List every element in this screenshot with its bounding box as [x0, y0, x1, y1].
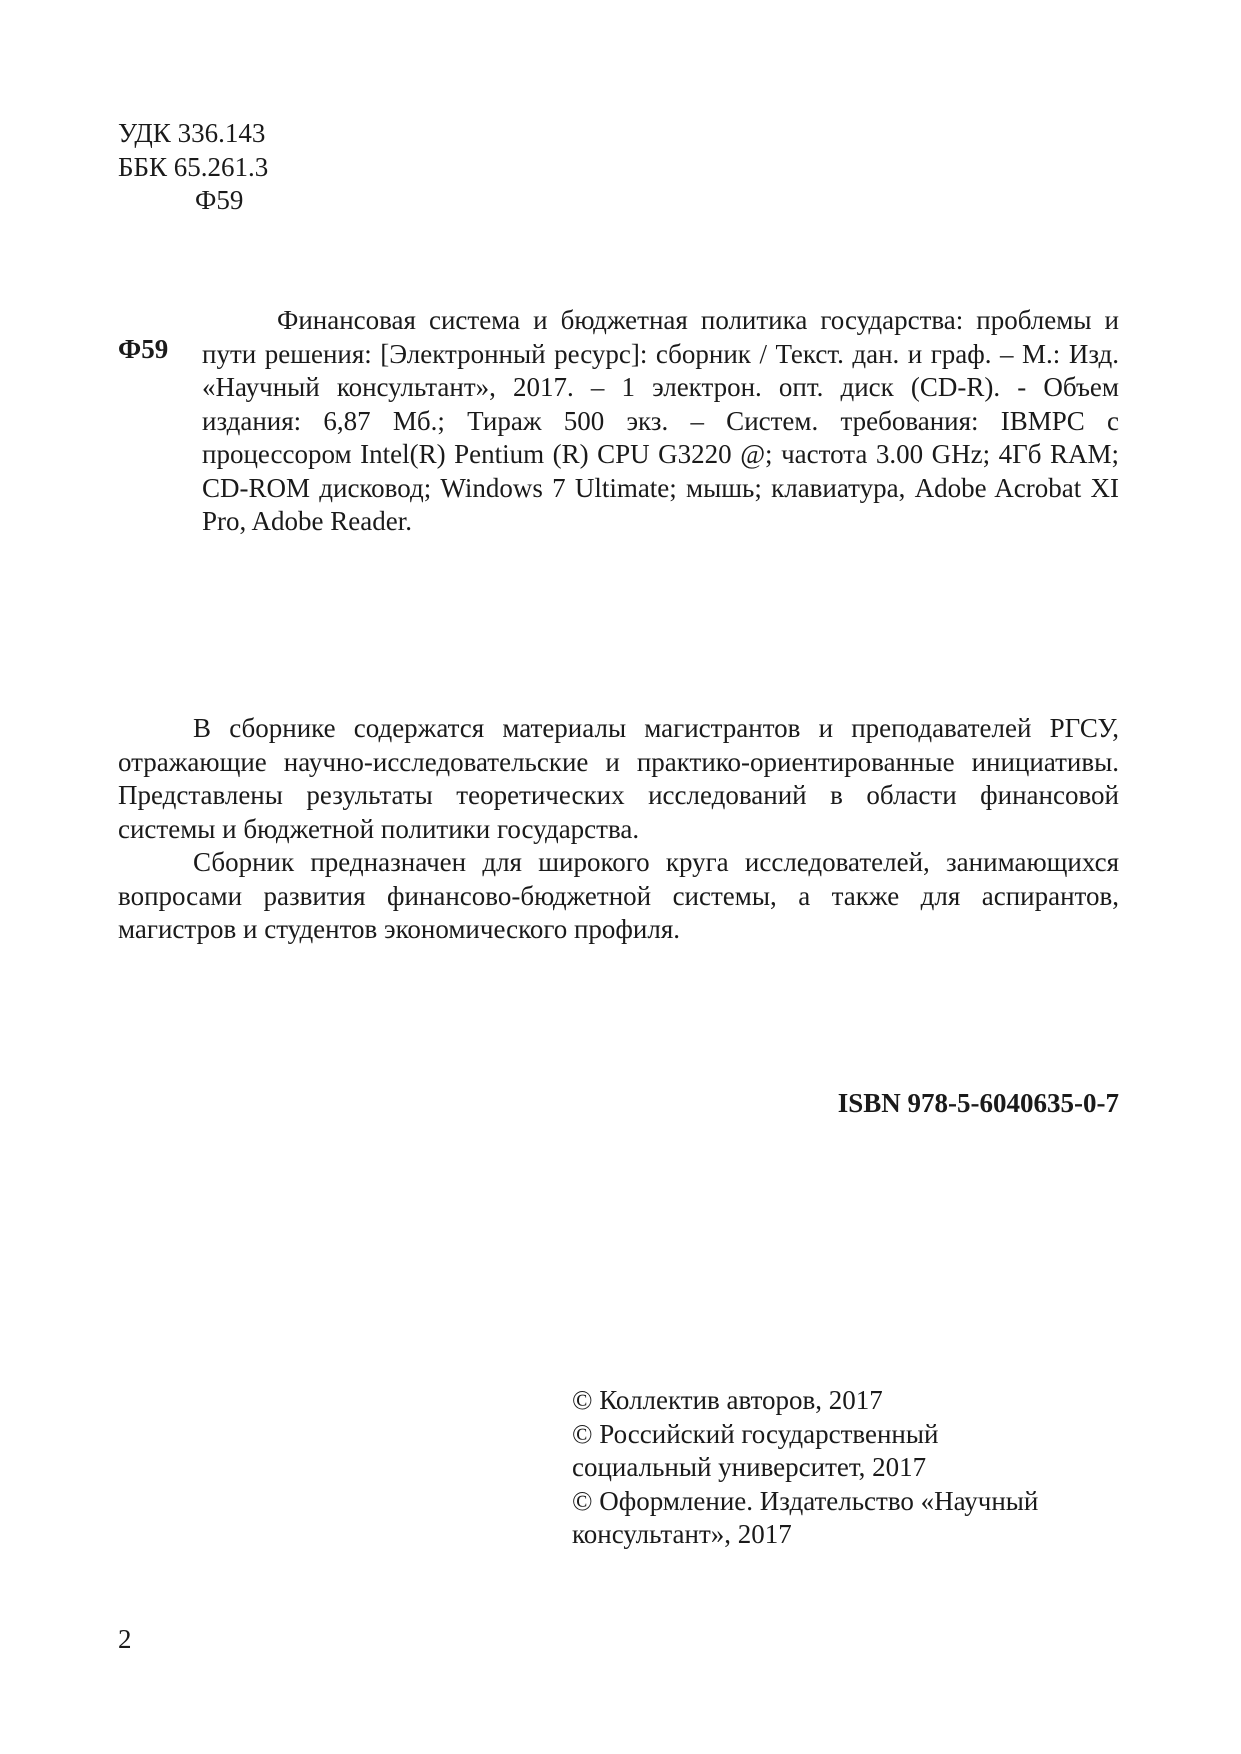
annotation-paragraph: Сборник предназначен для широкого круга исследователей, занимающихся вопросами развития финансово-бюджетной системы, а также для аспирантов, магистров и студентов экономического профиля.: [118, 847, 1119, 944]
bbk-code: ББК 65.261.3: [118, 151, 269, 182]
annotation: [118, 712, 1119, 947]
udk-code: УДК 336.143: [118, 118, 266, 148]
annotation-paragraph: В сборнике содержатся материалы магистрантов и преподавателей РГСУ, отражающие научно-исследовательские и практико-ориентированные инициативы. Представлены результаты теоретических исследований в области финансовой системы и бюджетной политики государства.: [118, 713, 1119, 844]
copyright-block: [572, 1384, 1092, 1552]
bibliographic-description: Финансовая система и бюджетная политика государства: проблемы и пути решения: [Электронный ресурс]: сборник / Текст. дан. и граф. – М.: Изд. «Научный консультант», 2017. – 1 электрон. опт. диск (CD-R). - Объем издания: 6,87 Мб.; Тираж 500 экз. – Систем. требования: IBMPC с процессором Intel(R) Pentium (R) CPU G3220 @; частота 3.00 GHz; 4Гб RAM; CD-ROM дисковод; Windows 7 Ultimate; мышь; клавиатура, Adobe Acrobat XI Pro, Adobe Reader.: [202, 305, 1119, 536]
copyright-line: © Оформление. Издательство «Научный консультант», 2017: [572, 1485, 1039, 1549]
author-mark: Ф59: [195, 185, 244, 215]
copyright-line: © Коллектив авторов, 2017: [572, 1385, 883, 1415]
page-number: 2: [118, 1624, 132, 1654]
isbn: ISBN 978-5-6040635-0-7: [837, 1088, 1119, 1118]
classification-codes: [118, 117, 268, 218]
bibliography-code: Ф59: [118, 334, 169, 364]
copyright-line: © Российский государственный социальный университет, 2017: [572, 1418, 939, 1482]
